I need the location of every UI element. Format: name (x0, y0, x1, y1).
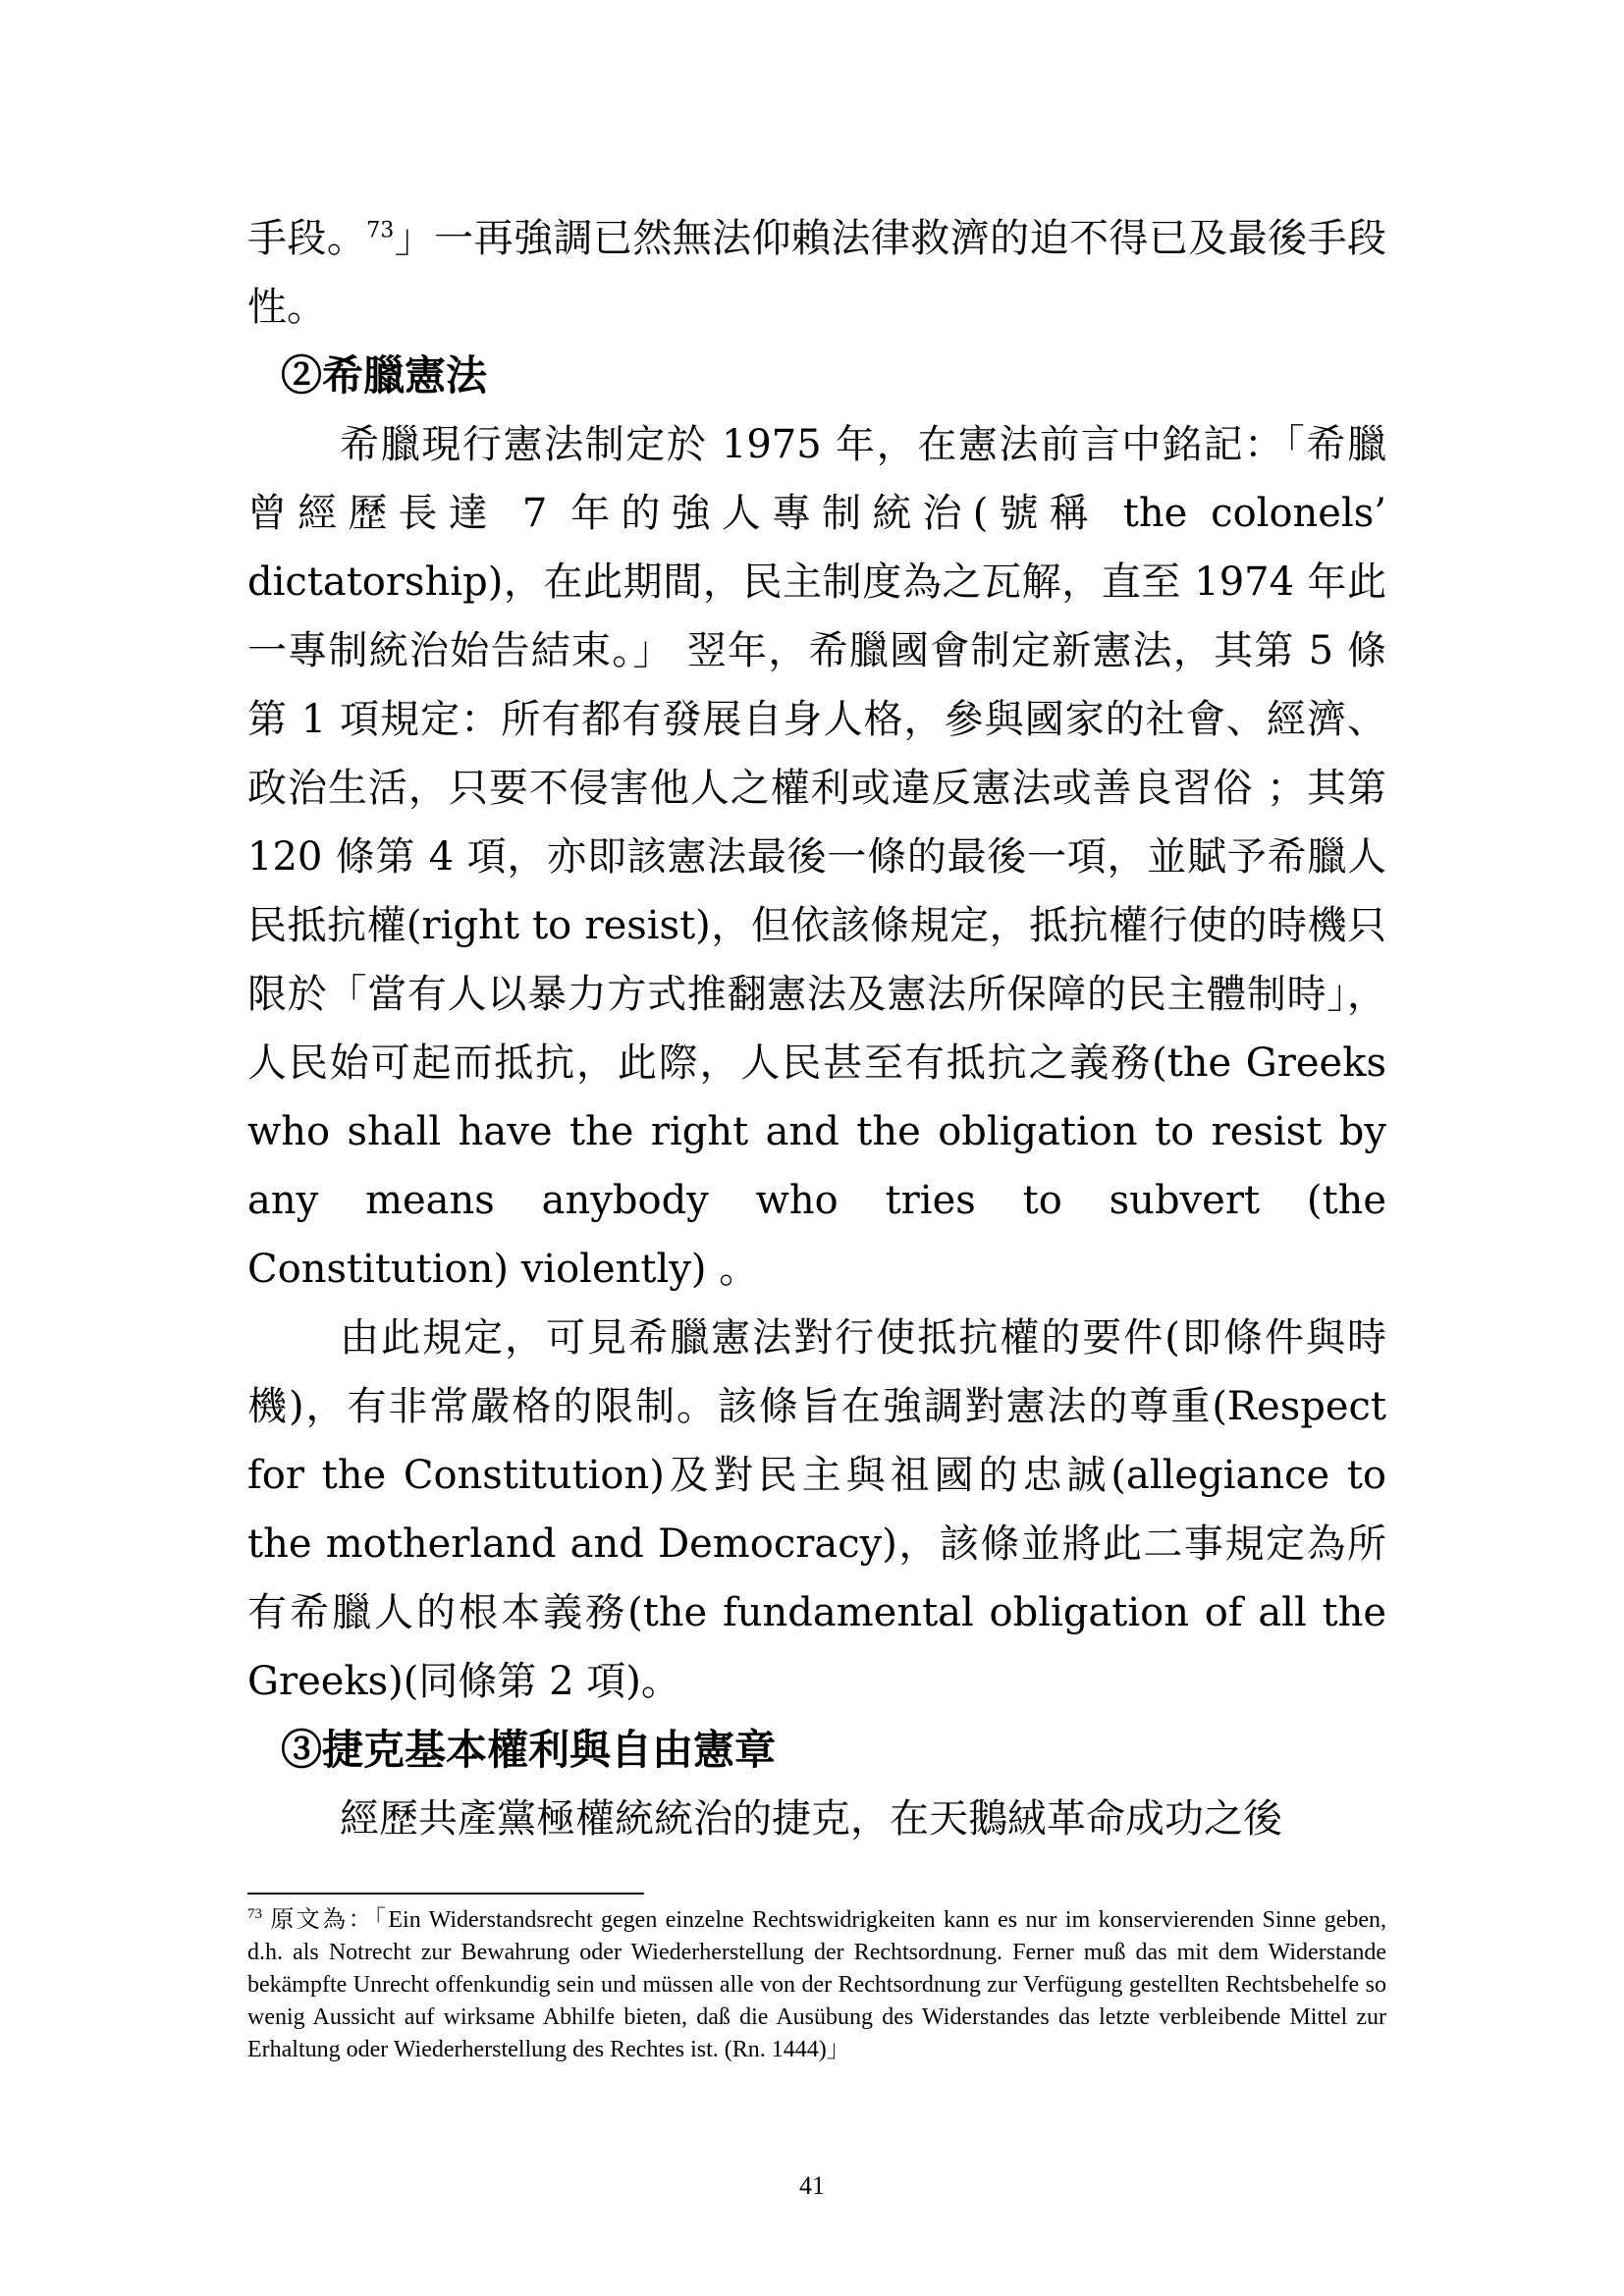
paragraph-greek-analysis: 由此規定，可見希臘憲法對行使抵抗權的要件(即條件與時機)，有非常嚴格的限制。該條旨在強調對憲法的尊重(Respect for the Constitution)及對民主與祖國的忠誠(allegiance to the motherland and Democracy)，該條並將此二事規定為所有希臘人的根本義務(the fundamental obligation of all the Greeks)(同條第 2 項)。 (247, 1315, 1386, 1704)
page-number: 41 (799, 2171, 825, 2200)
footnote-reference: 73 (366, 218, 395, 243)
paragraph-continuation (247, 204, 1386, 342)
paragraph-czech-charter: 經歷共產黨極權統統治的捷克，在天鵝絨革命成功之後 (340, 1796, 1282, 1842)
section-heading-czech-charter: ③捷克基本權利與自由憲章 (281, 1726, 777, 1774)
footnote-text: 原文為：「Ein Widerstandsrecht gegen einzelne Rechtswidrigkeiten kann es nur im konservierenden Sinne geben, d.h. als Notrecht zur Bewahrung oder Wiederherstellung der Rechtsordnung. Ferner muß das mit dem Widerstande bekämpfte Unrecht offenkundig sein und müssen alle von der Rechtsordnung zur Verfügung gestellten Rechtsbehelfe so wenig Aussicht auf wirksame Abhilfe bieten, daß die Ausübung des Widerstandes das letzte verbleibende Mittel zur Erhaltung oder Wiederherstellung des Rechtes ist. (Rn. 1444)」 (247, 1907, 1386, 2062)
paragraph-text: 手段。 (247, 216, 367, 261)
footnote-separator (247, 1893, 644, 1895)
body-text (247, 204, 1386, 1853)
footnote (247, 1904, 1386, 2066)
paragraph-greek-constitution: 希臘現行憲法制定於 1975 年，在憲法前言中銘記：「希臘曾經歷長達 7 年的強人專制統治(號稱 the colonels’ dictatorship)，在此期間，民主制度為之瓦解，直至 1974 年此一專制統治始告結束。」 翌年，希臘國會制定新憲法，其第 5 條第 1 項規定：所有都有發展自身人格，參與國家的社會、經濟、政治生活，只要不侵害他人之權利或違反憲法或善良習俗 ；其第 120 條第 4 項，亦即該憲法最後一條的最後一項，並賦予希臘人民抵抗權(right to resist)，但依該條規定，抵抗權行使的時機只限於「當有人以暴力方式推翻憲法及憲法所保障的民主體制時」，人民始可起而抵抗，此際，人民甚至有抵抗之義務(the Greeks who shall have the right and the obligation to resist by any means anybody who tries to subvert (the Constitution) violently) 。 (247, 422, 1386, 1292)
footnote-number: 73 (247, 1906, 262, 1922)
section-heading-greek-constitution: ②希臘憲法 (281, 351, 488, 400)
paragraph-text: 」一再強調已然無法仰賴法律救濟的迫不得已及最後手段性。 (247, 216, 1387, 330)
